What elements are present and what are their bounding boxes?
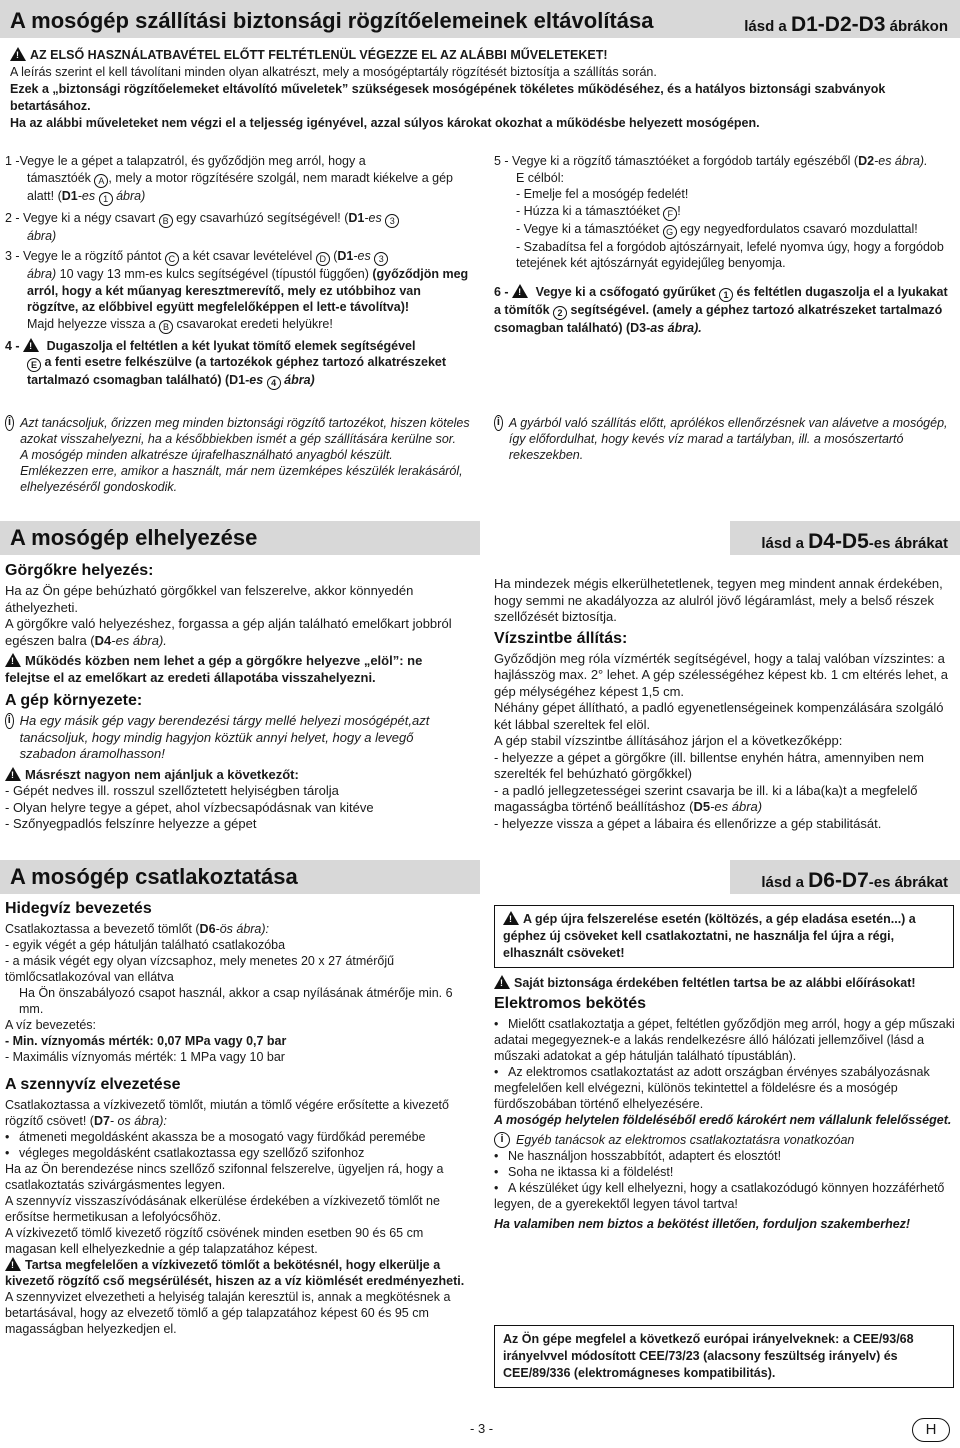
step-3: 3 - Vegye le a rögzítő pántot C a két csavar levételével D (D1-es 3 ábra) 10 vagy 13 mm-es kulcs segítségével (típustól függően) (győződjön meg arról, hogy a két műanyag keresztmerevítő, mely ez utóbbihoz van rögzítve, az előbbivel együtt megfelelőképpen el lett-e távolítva)! Majd helyezze vissza a B csavarokat eredeti helyükre!	[5, 249, 469, 332]
intro-line: Ezek a „biztonsági rögzítőelemeket eltávolító műveletek” szükségesek mosógépének tökéletes működéséhez, és a hatályos biztonsági szabványok betartásához.	[10, 82, 886, 113]
env-heading: A gép környezete:	[5, 692, 143, 709]
connection-left: Hidegvíz bevezetés Csatlakoztassa a bevezető tömlőt (D6-ös ábra): - egyik végét a gép hátulján található csatlakozóba - a másik végét egy olyan vízcsaphoz, mely menetes 20 x 27 átmérőjű tömlőcsatlakozóval van ellátva Ha Ön önszabályozó csapot használ, akkor a csap nyílásának átmérője min. 6 mm. A víz bevezetés: - Min. víznyomás mérték: 0,07 MPa vagy 0,7 bar - Maximális víznyomás mérték: 1 MPa vagy 10 bar A szennyvíz elvezetése Csatlakoztassa a vízkivezető tömlőt, miután a tömlő végére erősítette a kivezető rögzítő csövet! (D7- os ábra): • átmeneti megoldásként akassza be a mosogató vagy fürdőkád peremébe • végleges megoldásként csatlakoztassa egy szellőző szifonhoz Ha az Ön berendezése nincs szellőző szifonnal felszerelve, ügyeljen rá, hogy a csatlakoztatás szivárgásmentes legyen. A szennyvíz visszaszívódásának elkerülése érdekében a vízkivezető tömlőt ne erősítse hermetikusan a lefolyócsőhöz. A vízkivezető tömlő kivezető rögzítő csövének minden esetben 90 és 65 cm magasan kell elhelyezkednie a gép talapzatához képest. !Tartsa megfelelően a vízkivezető tömlőt a bekötésnél, hogy elkerülje a kivezető rögzítő cső megsérülését, hiszen az a víz kiömlését eredményezheti. A szennyvizet elvezetheti a helyiség talaján keresztül is, annak a megkötésnek a betartásával, hogy az elvezető tömlő a gép talapzatához képest 60 és 95 cm magasságban helyezkedjen el.	[5, 897, 470, 1337]
section-header-placement: A mosógép elhelyezése lásd a D4-D5-es ábrákat	[0, 521, 960, 555]
info-icon: i	[494, 415, 503, 431]
info-icon: i	[5, 713, 14, 729]
steps-left	[5, 153, 470, 391]
warning-icon	[503, 911, 519, 925]
section-header-connection: A mosógép csatlakoztatása lásd a D6-D7-es ábrákat	[0, 860, 960, 894]
marker-2: 2	[553, 306, 567, 320]
reinstall-note-box: !A gép újra felszerelése esetén (költözés, a gép eladása esetén...) a géphez új csöveket kell csatlakoztatni, ne használja fel újra a régi, elhasznált csöveket!	[494, 905, 954, 968]
intro-line: A leírás szerint el kell távolítani minden olyan alkatrészt, mely a mosógéptartály rögzítését biztosítja a szállítás során.	[10, 65, 657, 79]
warning-icon	[5, 767, 21, 781]
marker-d: D	[316, 252, 330, 266]
intro-block	[10, 47, 950, 132]
info-right: i A gyárból való szállítás előtt, aprólékos ellenőrzésnek van alávetve a mosógép, így előfordulhat, hogy kevés víz marad a tartályban, ill. a mosószertartó rekeszekben.	[494, 415, 956, 463]
marker-1: 1	[99, 192, 113, 206]
info-icon: i	[5, 415, 14, 431]
language-badge: H	[912, 1418, 950, 1442]
intro-warning: !AZ ELSŐ HASZNÁLATBAVÉTEL ELŐTT FELTÉTLENÜL VÉGEZZE EL AZ ALÁBBI MŰVELETEKET!	[10, 47, 950, 64]
marker-3: 3	[385, 214, 399, 228]
step-4: 4 - ! Dugaszolja el feltétlen a két lyukat tömítő elemek segítségével E a fenti esetre felkészülve (a tartozékok géphez tartozó alkatrészeket tartalmazó csomagban található) (D1-es 4 ábra)	[5, 338, 470, 391]
eu-compliance-box: Az Ön gépe megfelel a következő európai irányelveknek: a CEE/93/68 irányelvvel módosított CEE/73/23 (alacsony feszültség irányelv) és CEE/89/336 (elektromágneses kompatibilitás).	[494, 1325, 954, 1388]
warning-icon	[23, 338, 39, 352]
section-title: A mosógép szállítási biztonsági rögzítőelemeinek eltávolítása	[10, 8, 654, 33]
steps-right	[494, 153, 956, 337]
marker-c: C	[165, 252, 179, 266]
marker-f: F	[663, 207, 677, 221]
step-5: 5 - Vegye ki a rögzítő támasztóéket a forgódob tartály egészéből (D2-es ábra). E célból: - Emelje fel a mosógép fedelét! - Húzza ki a támasztóéket F ! - Vegye ki a támasztóéket G egy negyedfordulatos csavaró mozdulattal! - Szabadítsa fel a forgódob ajtószárnyait, lefelé nyomva úgy, hogy a forgódob tetejének két ajtószárnyát egyidejűleg benyomja.	[494, 154, 944, 270]
marker-3: 3	[374, 252, 388, 266]
section-header-transport	[0, 0, 960, 38]
marker-4: 4	[267, 376, 281, 390]
placement-right: Ha mindezek mégis elkerülhetetlenek, tegyen meg mindent annak érdekében, hogy semmi ne akadályozza az alulról jövő légáramlást, mely a belső részek szellőzését biztosítja. Vízszintbe állítás: Győződjön meg róla vízmérték segítségével, hogy a talaj valóban vízszintes: a hajlásszög max. 2° lehet. A gép szélességéhez képest kb. 1 cm eltérés lehet, a gép mélységéhez képest 1,5 cm. Néhány gépet állítható, a padló egyenetlenségeinek kompenzálására szolgáló két lábbal szereltek fel elöl. A gép stabil vízszintbe állításához járjon el a következőképp: - helyezze a gépet a görgőkre (ill. billentse enyhén hátra, amennyiben nem szerelték fel behúzható görgőkkel) - a padló jellegzetességei szerint csavarja be ill. ki a lába(ka)t a megfelelő magasságba történő beállításhoz (D5-es ábra) - helyezze vissza a gépet a lábaira és ellenőrizze a gép stabilitását.	[494, 576, 956, 832]
intro-line: Ha az alábbi műveleteket nem végzi el a teljesség igényével, azzal súlyos károkat okozhat a működésbe helyezett mosógépen.	[10, 116, 760, 130]
warning-icon	[10, 47, 26, 61]
cold-water-heading: Hidegvíz bevezetés	[5, 900, 152, 917]
marker-e: E	[27, 358, 41, 372]
warning-icon	[5, 1257, 21, 1271]
connection-right: !Saját biztonsága érdekében feltétlen tartsa be az alábbi előírásokat! Elektromos bekötés • Mielőtt csatlakoztatja a gépet, feltétlen győződjön meg arról, hogy a gép műszaki adatai megegyeznek-e a lakás rendelkezésre álló hálózati jellemzőivel (lásd a műszaki adatokat a gép hátulján található típustáblán). • Az elektromos csatlakoztatást az adott országban érvényes szabályozásnak megfelelően kell elvégezni, különös tekintettel a földelésre és a mosógép fürdőszobában történő elhelyezésére. A mosógép helytelen földeléséből eredő károkért nem vállalunk felelősséget. i Egyéb tanácsok az elektromos csatlakoztatásra vonatkozóan • Ne használjon hosszabbítót, adaptert és elosztót! • Soha ne iktassa ki a földelést! • A készüléket úgy kell elhelyezni, hogy a csatlakozódugó könnyen hozzáférhető legyen, de a gyerekektől legyen távol tartva! Ha valamiben nem biztos a bekötést illetően, forduljon szakemberhez!	[494, 975, 956, 1232]
page-number: - 3 -	[470, 1421, 494, 1436]
info-left: i Azt tanácsoljuk, őrizzen meg minden biztonsági rögzítő tartozékot, hiszen köteles azokat visszahelyezni, ha a későbbiekben ismét a gép szállítására kerülne sor. A mosógép minden alkatrésze újrafelhasználható anyagból készült. Emlékezzen erre, amikor a használt, már nem üzemképes készülék lerakásáról, elhelyezéséről gondoskodik.	[5, 415, 470, 495]
rollers-heading: Görgőkre helyezés:	[5, 562, 154, 579]
warning-icon	[494, 975, 510, 989]
placement-left: Görgőkre helyezés: Ha az Ön gépe behúzható görgőkkel van felszerelve, akkor könnyedén áthelyezheti. A görgőkre való helyezéshez, forgassa a gép alján található emelőkart jobbról egészen balra (D4-es ábra). !Működés közben nem lehet a gép a görgőkre helyezve „elöl”: ne felejtse el az emelőkart az eredeti állapotába visszahelyezni. A gép környezete: i Ha egy másik gép vagy berendezési tárgy mellé helyezi mosógépét,azt tanácsoljuk, hogy mindig hagyjon köztük annyi helyet, hogy a levegő szabadon áramolhasson! !Másrészt nagyon nem ajánljuk a következőt: - Gépét nedves ill. rosszul szellőztetett helyiségben tárolja - Olyan helyre tegye a gépet, ahol vízbecsapódásnak van kitéve - Szőnyegpadlós felszínre helyezze a gépet	[5, 559, 470, 833]
step-1: 1 -Vegye le a gépet a talapzatról, és győződjön meg arról, hogy a támasztóék A , mely a motor rögzítésére szolgál, nem maradt kiékelve a gép alatt! (D1-es 1 ábra)	[5, 154, 454, 204]
leveling-heading: Vízszintbe állítás:	[494, 629, 628, 647]
marker-b: B	[159, 214, 173, 228]
step-6: 6 - ! Vegye ki a csőfogató gyűrűket 1 és feltétlen dugaszolja el a lyukakat a tömítők 2 segítségével. (amely a géphez tartozó alkatrészeket tartalmazó csomagban található) (D3-as ábra).	[494, 284, 956, 337]
section-ref: lásd a D1-D2-D3 ábrákon	[744, 13, 948, 36]
marker-g: G	[663, 225, 677, 239]
waste-water-heading: A szennyvíz elvezetése	[5, 1076, 181, 1093]
warning-icon	[512, 284, 528, 298]
rollers-warning: !Működés közben nem lehet a gép a görgőkre helyezve „elöl”: ne felejtse el az emelőkart az eredeti állapotába visszahelyezni.	[5, 653, 470, 686]
marker-b: B	[159, 320, 173, 334]
marker-1: 1	[719, 288, 733, 302]
info-icon: i	[494, 1132, 510, 1148]
warning-icon	[5, 653, 21, 667]
electrical-heading: Elektromos bekötés	[494, 995, 647, 1012]
step-2: 2 - Vegye ki a négy csavart B egy csavarhúzó segítségével! (D1-es 3 ábra)	[5, 210, 470, 245]
marker-a: A	[94, 174, 108, 188]
